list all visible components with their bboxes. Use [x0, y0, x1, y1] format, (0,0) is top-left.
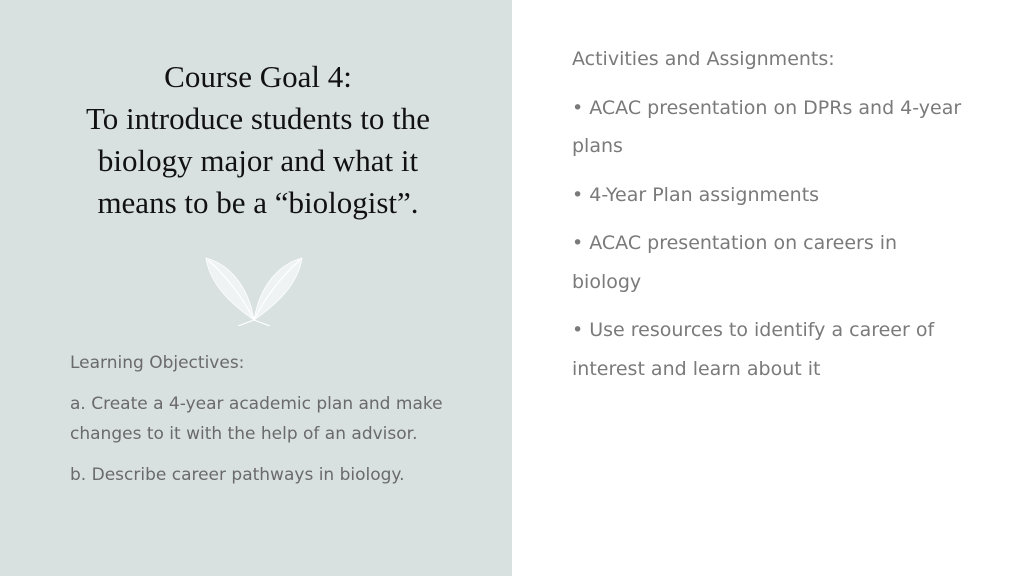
learning-objective-item: a. Create a 4-year academic plan and make changes to it with the help of an advisor. — [70, 394, 443, 444]
leaf-sprig-icon — [204, 254, 304, 326]
activities-and-assignments — [572, 40, 962, 398]
course-goal-line: means to be a “biologist”. — [97, 185, 419, 220]
course-goal-line: biology major and what it — [97, 143, 419, 178]
activities-heading: Activities and Assignments: — [572, 48, 835, 70]
learning-objectives-heading: Learning Objectives: — [70, 353, 245, 373]
learning-objective-item: b. Describe career pathways in biology. — [70, 465, 405, 485]
activity-item: • ACAC presentation on DPRs and 4-year plans — [572, 96, 962, 157]
course-goal-heading: Course Goal 4: — [164, 59, 352, 94]
course-goal-line: To introduce students to the — [86, 101, 430, 136]
activity-item: • ACAC presentation on careers in biology — [572, 232, 898, 293]
learning-objectives — [70, 348, 490, 501]
activity-item: • 4-Year Plan assignments — [572, 183, 820, 206]
course-goal-title — [30, 56, 486, 224]
activity-item: • Use resources to identify a career of interest and learn about it — [572, 319, 935, 380]
